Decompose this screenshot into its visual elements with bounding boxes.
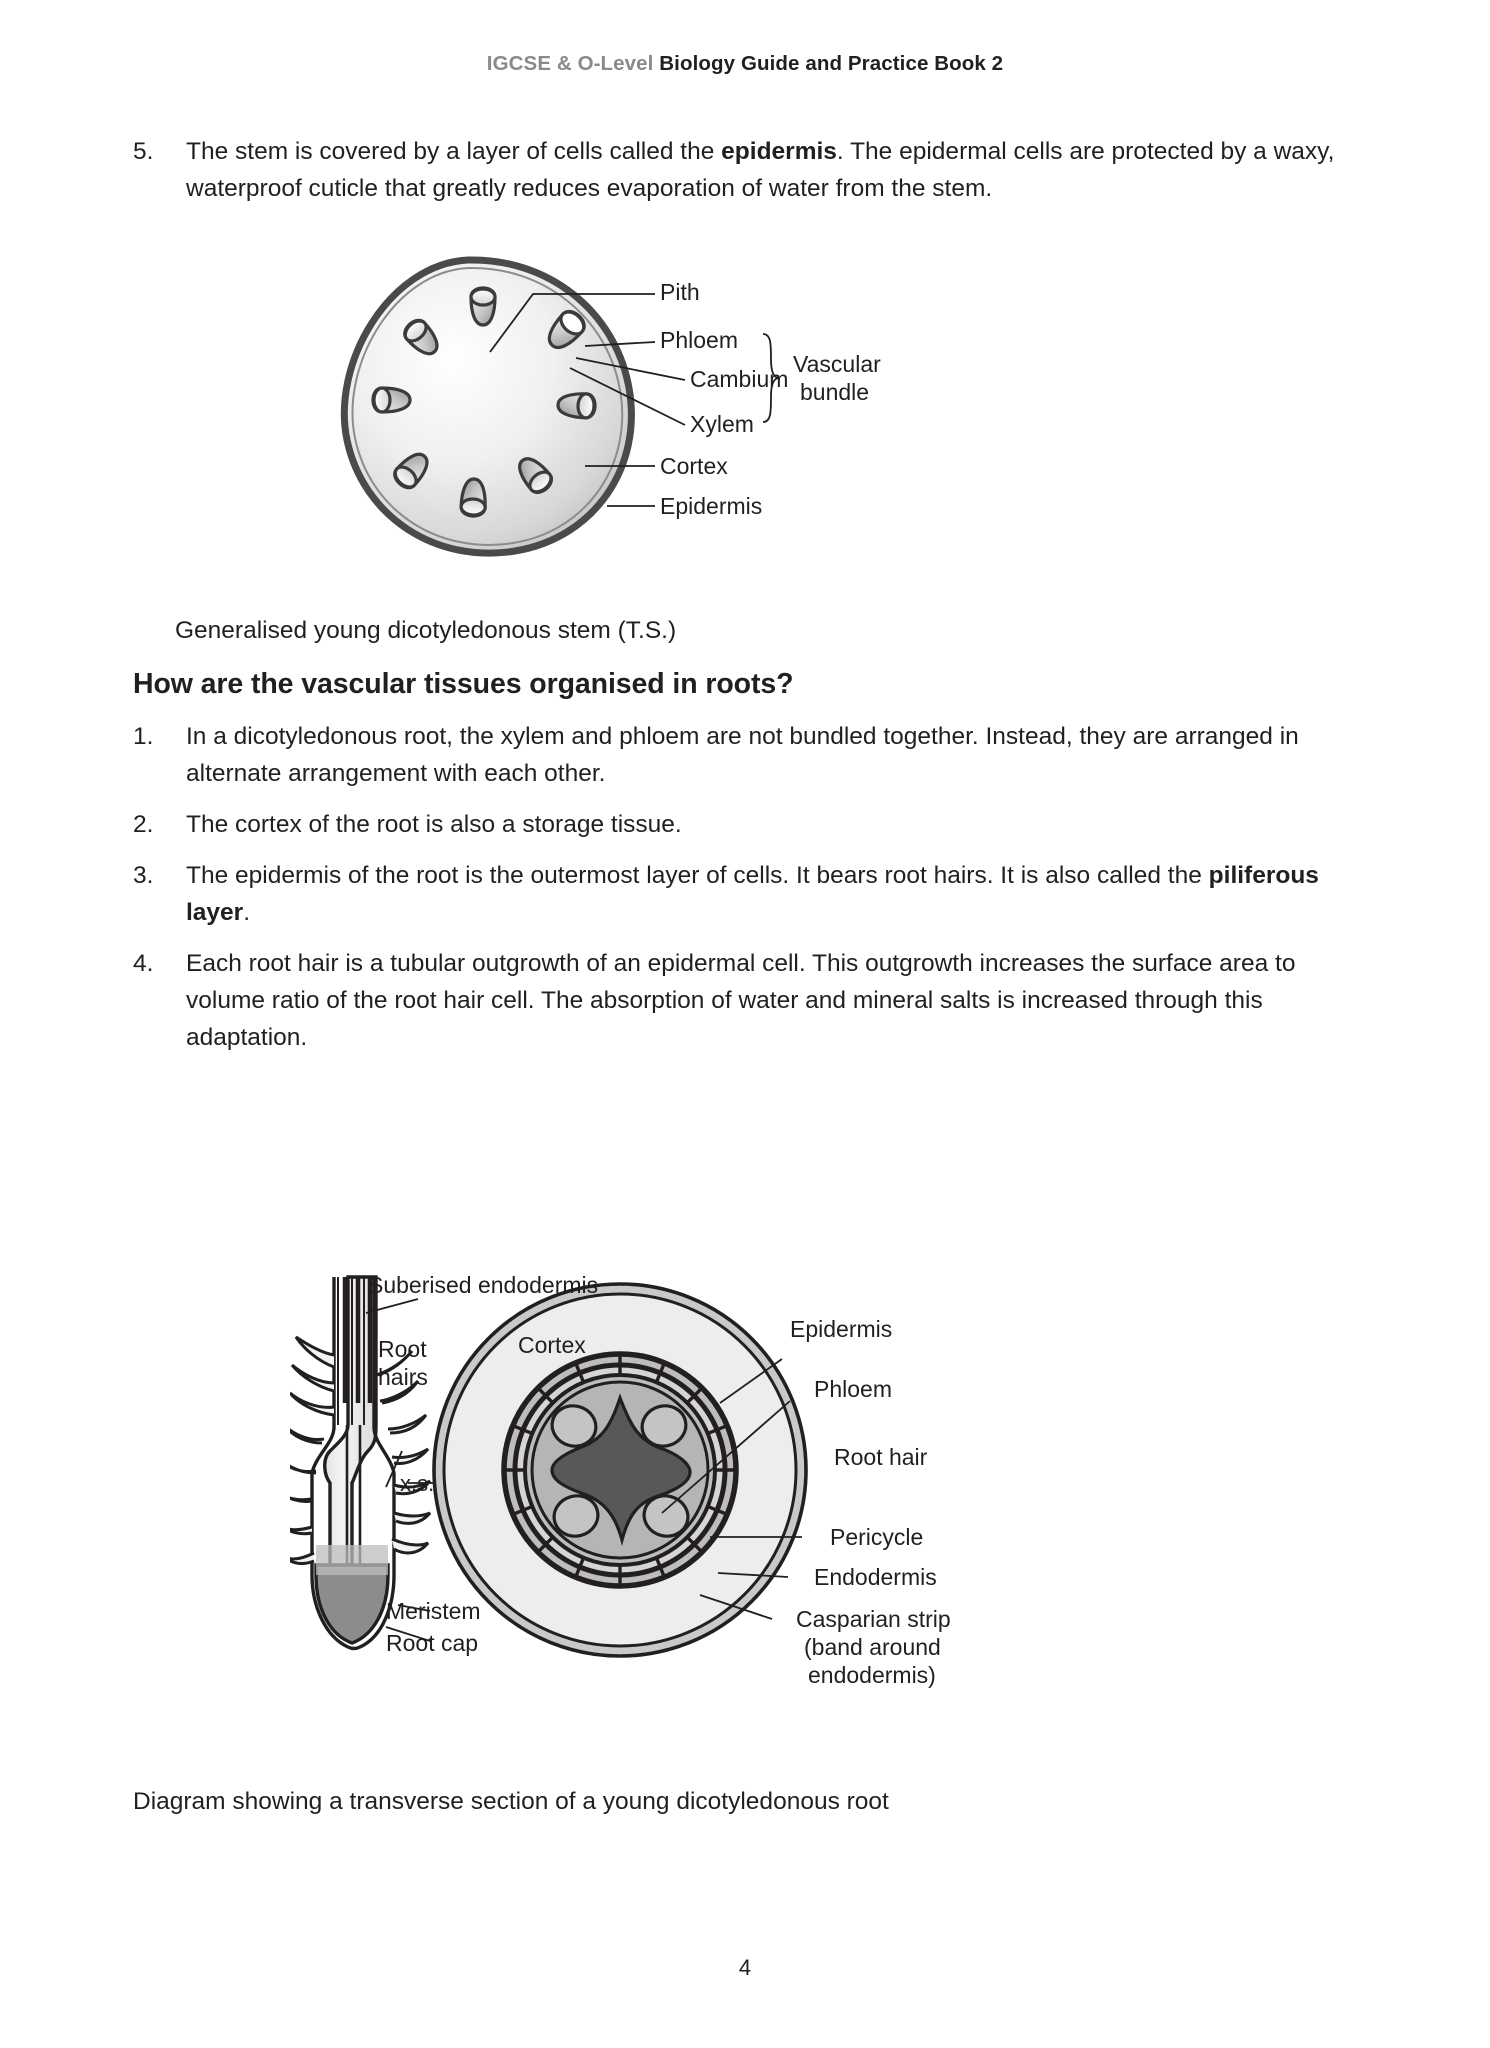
stem-label-pith: Pith bbox=[660, 279, 700, 305]
root-label-root-hair: Root hair bbox=[834, 1444, 928, 1470]
list-item-number: 4. bbox=[133, 950, 154, 977]
stem-figure-caption: Generalised young dicotyledonous stem (T.S.) bbox=[175, 617, 677, 644]
stem-label-xylem: Xylem bbox=[690, 411, 754, 437]
list-item bbox=[133, 806, 1358, 843]
header-prefix: IGCSE & O-Level bbox=[486, 52, 654, 75]
root-label-pericycle: Pericycle bbox=[830, 1524, 924, 1550]
stem-label-vascular-bundle-line1: Vascular bbox=[793, 351, 881, 377]
roots-heading: How are the vascular tissues organised in roots? bbox=[133, 668, 794, 700]
stem-label-vascular-bundle-line2: bundle bbox=[800, 379, 870, 405]
stem-label-phloem: Phloem bbox=[660, 327, 738, 353]
root-label-casparian-line3: endodermis) bbox=[808, 1662, 936, 1688]
root-label-cortex: Cortex bbox=[518, 1332, 586, 1358]
root-label-root-hairs-line2: hairs bbox=[378, 1364, 428, 1390]
root-cross-section bbox=[434, 1284, 806, 1656]
list-item bbox=[133, 718, 1358, 792]
root-diagram-svg bbox=[290, 1275, 1080, 1695]
root-label-suberised-endodermis: Suberised endodermis bbox=[368, 1275, 599, 1298]
root-label-casparian-line1: Casparian strip bbox=[796, 1606, 951, 1632]
roots-list-block bbox=[133, 718, 1358, 1070]
list-item-text: The stem is covered by a layer of cells called the epidermis. The epidermal cells are protected by a waxy, waterproof cuticle that greatly reduces evaporation of water from the stem. bbox=[186, 138, 1335, 202]
root-label-root-cap: Root cap bbox=[386, 1630, 479, 1656]
list-item-text: In a dicotyledonous root, the xylem and phloem are not bundled together. Instead, they are arranged in alternate arrangement with each other. bbox=[186, 723, 1299, 787]
root-label-phloem: Phloem bbox=[814, 1376, 892, 1402]
root-label-epidermis: Epidermis bbox=[790, 1316, 893, 1342]
stem-ordered-list bbox=[133, 133, 1358, 207]
root-label-casparian-line2: (band around bbox=[804, 1634, 941, 1660]
root-longitudinal-section bbox=[290, 1277, 430, 1649]
running-header bbox=[0, 52, 1490, 76]
root-label-endodermis: Endodermis bbox=[814, 1564, 937, 1590]
list-item-number: 1. bbox=[133, 723, 154, 750]
stem-label-cortex: Cortex bbox=[660, 453, 728, 479]
page-number: 4 bbox=[738, 1955, 752, 1980]
root-transverse-section-figure bbox=[290, 1275, 1080, 1695]
list-item bbox=[133, 133, 1358, 207]
root-figure-caption: Diagram showing a transverse section of a young dicotyledonous root bbox=[133, 1788, 889, 1815]
header-title: Biology Guide and Practice Book 2 bbox=[653, 52, 1004, 75]
list-item bbox=[133, 945, 1358, 1056]
stem-cross-section-figure bbox=[285, 248, 905, 588]
stem-diagram-svg bbox=[285, 248, 905, 588]
stem-label-epidermis: Epidermis bbox=[660, 493, 763, 519]
roots-ordered-list bbox=[133, 718, 1358, 1056]
root-label-root-hairs-line1: Root bbox=[378, 1336, 427, 1362]
list-item-number: 5. bbox=[133, 138, 154, 165]
list-item-text: The epidermis of the root is the outermost layer of cells. It bears root hairs. It is also called the piliferous layer. bbox=[186, 862, 1319, 926]
stem-label-cambium: Cambium bbox=[690, 366, 789, 392]
root-label-meristem: Meristem bbox=[386, 1598, 481, 1624]
list-item-text: The cortex of the root is also a storage tissue. bbox=[186, 811, 682, 838]
list-item bbox=[133, 857, 1358, 931]
list-item-number: 2. bbox=[133, 811, 154, 838]
list-item-text: Each root hair is a tubular outgrowth of an epidermal cell. This outgrowth increases the surface area to volume ratio of the root hair cell. The absorption of water and mineral salts is increased through this adaptation. bbox=[186, 950, 1296, 1051]
root-label-xs: x.s. bbox=[400, 1471, 435, 1496]
stem-list-block bbox=[133, 133, 1358, 221]
list-item-number: 3. bbox=[133, 862, 154, 889]
